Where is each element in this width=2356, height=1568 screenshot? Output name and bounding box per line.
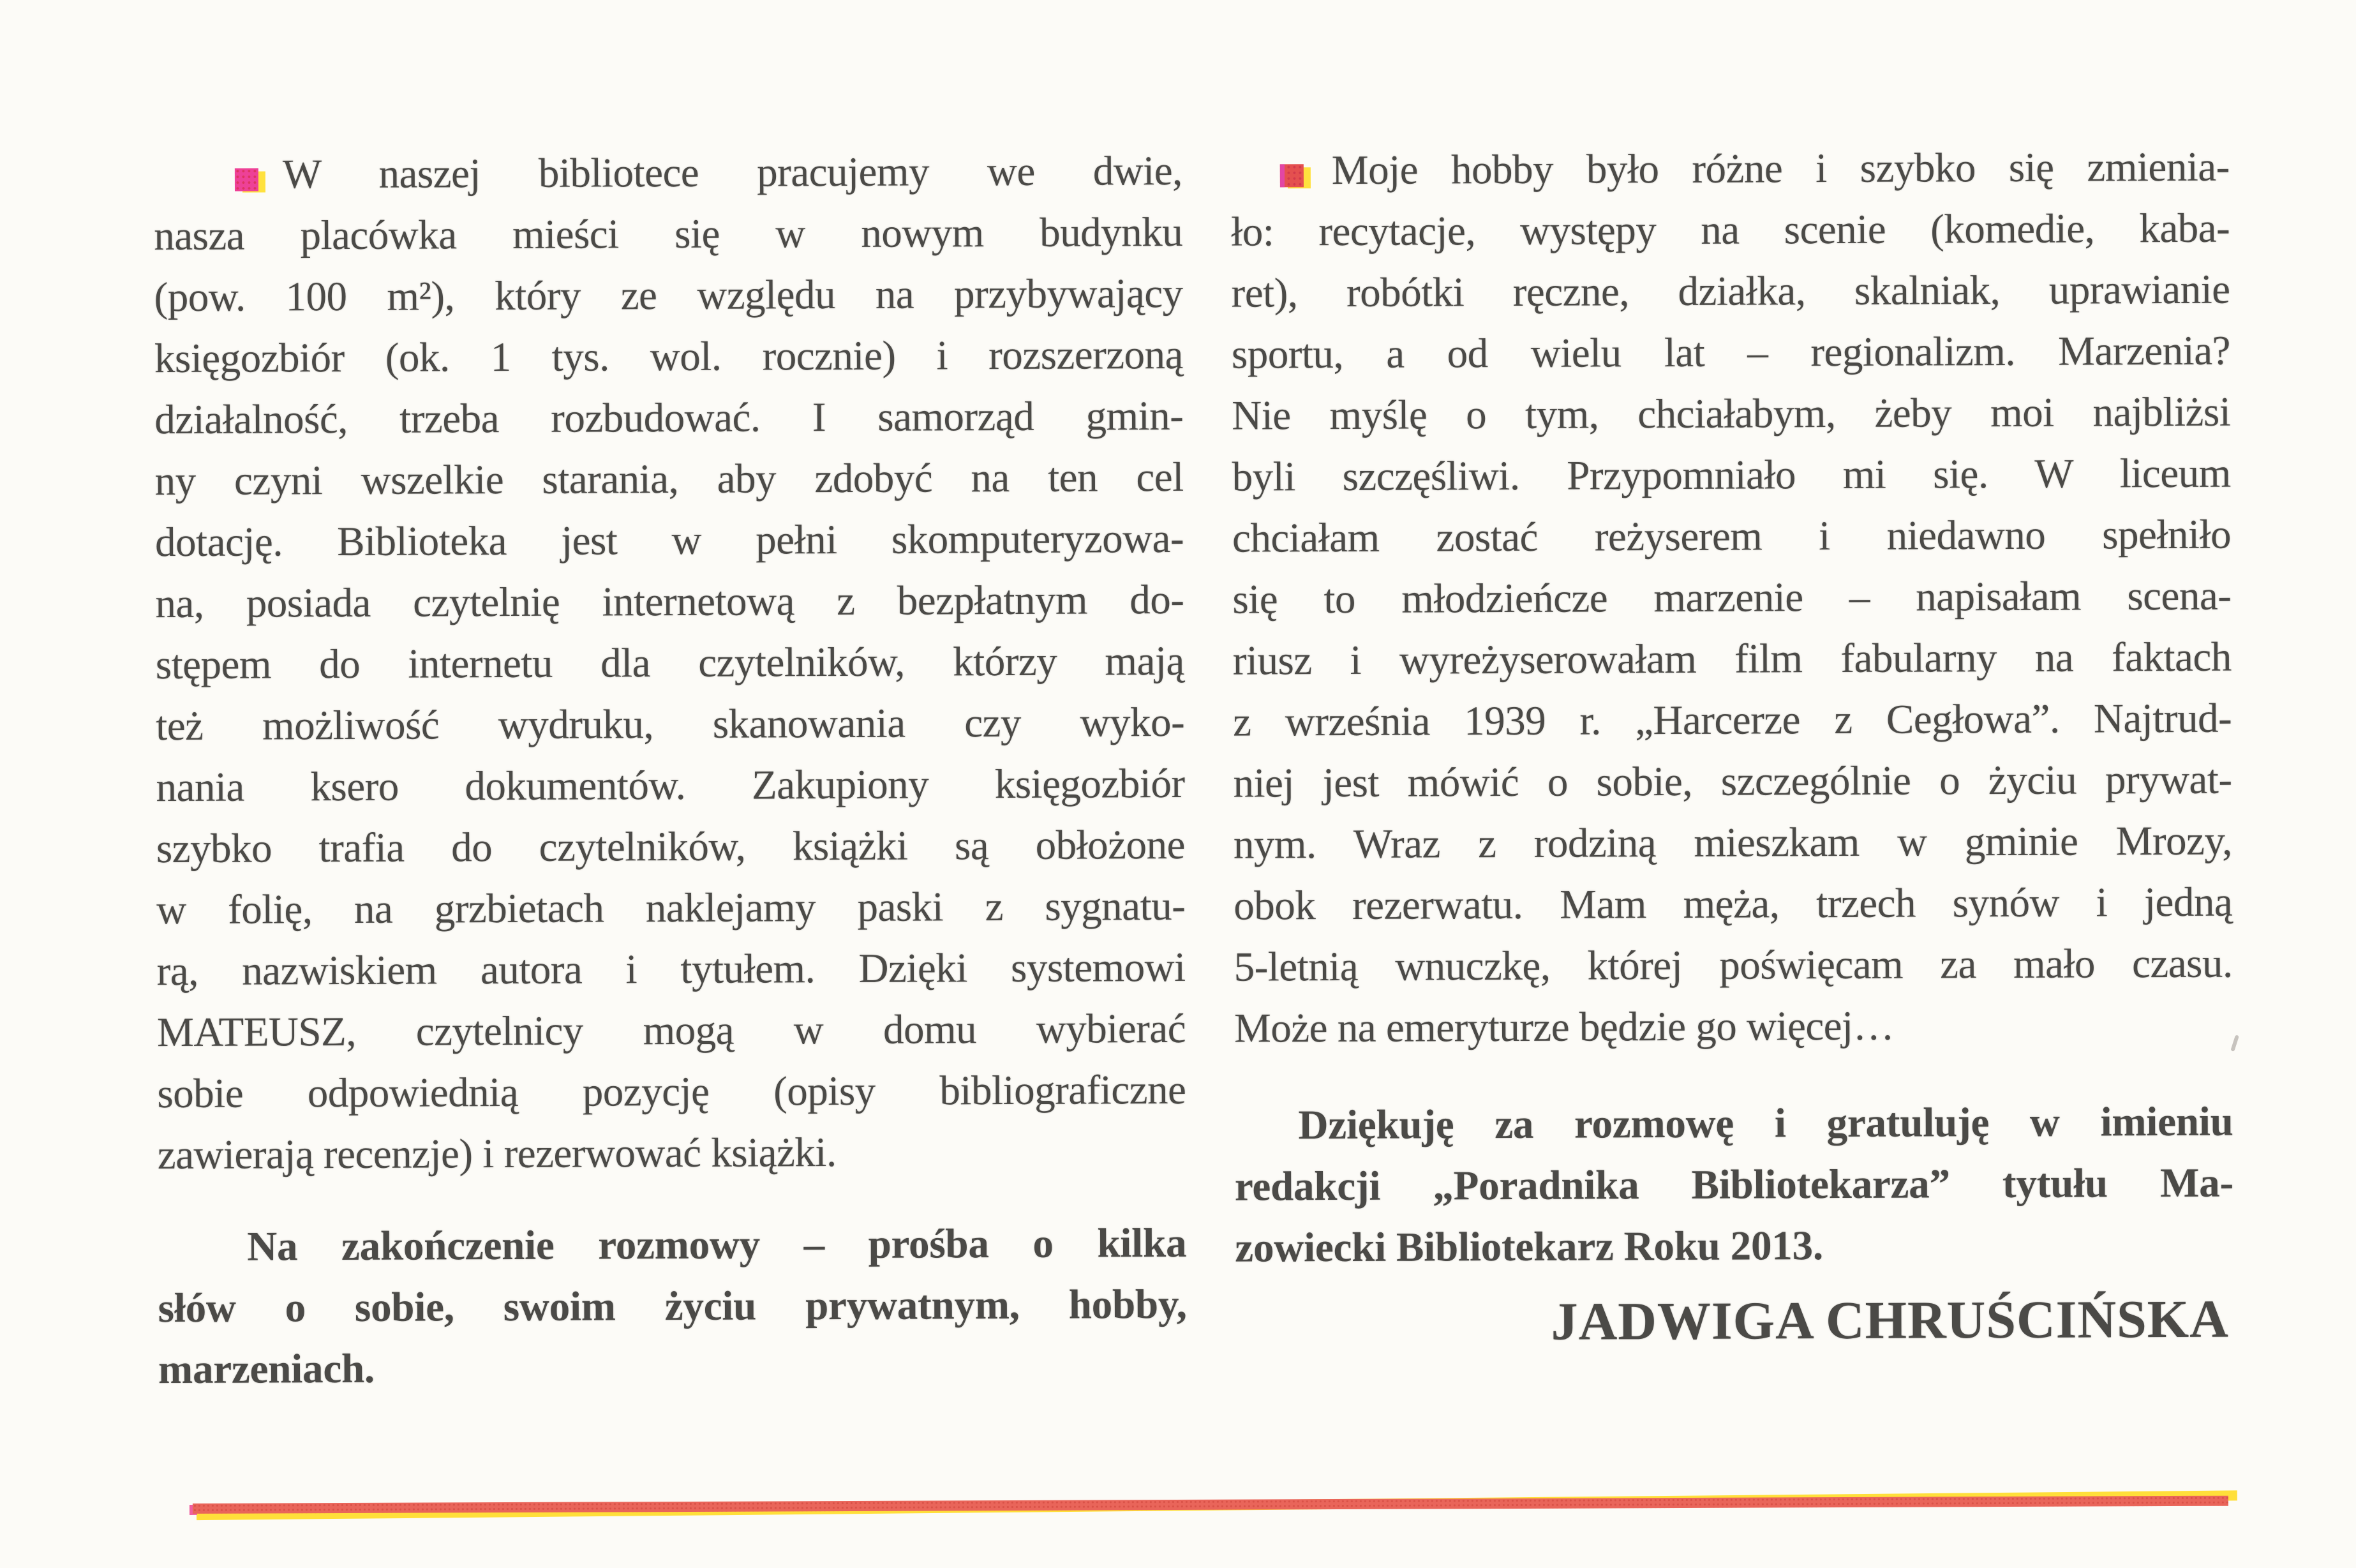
paragraph-first-line — [154, 140, 1182, 205]
text-line: byli szczęśliwi. Przypomniało mi się. W liceum — [1232, 450, 2231, 500]
text-line: sobie odpowiednią pozycję (opisy bibliograficzne — [157, 1066, 1186, 1117]
text-line: MATEUSZ, czytelnicy mogą w domu wybierać — [156, 1005, 1186, 1056]
text-line: ny czyni wszelkie starania, aby zdobyć na ten cel — [154, 454, 1184, 505]
text-line: chciałam zostać reżyserem i niedawno spełniło — [1232, 511, 2232, 562]
author-signature: JADWIGA CHRUŚCIŃSKA — [1551, 1289, 2229, 1352]
right-column — [1231, 137, 2234, 1354]
text-line: ło: recytacje, występy na scenie (komedie, kaba- — [1231, 205, 2230, 255]
text-line: nym. Wraz z rodziną mieszkam w gminie Mrozy, — [1233, 818, 2233, 868]
bottom-decorative-rule — [191, 1495, 2228, 1516]
text-line: też możliwość wydruku, skanowania czy wyko- — [156, 699, 1185, 750]
text-line: księgozbiór (ok. 1 tys. wol. rocznie) i rozszerzoną — [154, 331, 1184, 382]
text-line: rą, nazwiskiem autora i tytułem. Dzięki systemowi — [156, 944, 1186, 995]
text-line: stępem do internetu dla czytelników, którzy mają — [155, 638, 1184, 689]
text-line: nasza placówka mieści się w nowym budynku — [154, 209, 1183, 260]
text-line: 5-letnią wnuczkę, której poświęcam za mało czasu. — [1234, 940, 2233, 990]
text-line: Na zakończenie rozmowy – prośba o kilka — [247, 1220, 1187, 1270]
text-line: Dziękuję za rozmowę i gratuluję w imieniu — [1298, 1098, 2233, 1149]
text-line: obok rezerwatu. Mam męża, trzech synów i jedną — [1234, 879, 2233, 929]
text-line: szybko trafia do czytelników, książki są obłożone — [156, 821, 1186, 872]
text-line: (pow. 100 m²), który ze względu na przybywający — [154, 270, 1183, 321]
text-line: nania ksero dokumentów. Zakupiony księgozbiór — [156, 760, 1185, 811]
left-column — [154, 140, 1188, 1400]
text-line: W naszej bibliotece pracujemy we dwie, — [282, 147, 1182, 198]
text-line: zowiecki Bibliotekarz Roku 2013. — [1235, 1223, 1824, 1271]
bullet-pink-square — [235, 168, 258, 191]
paragraph-bullet-icon — [1280, 164, 1312, 190]
paragraph-bullet-icon — [235, 168, 267, 193]
bullet-red-square — [1280, 164, 1304, 187]
text-line: na, posiada czytelnię internetową z bezpłatnym do- — [155, 576, 1184, 627]
text-line: działalność, trzeba rozbudować. I samorząd gmin- — [154, 392, 1184, 444]
thanks-paragraph — [1234, 1091, 2233, 1279]
text-line: słów o sobie, swoim życiu prywatnym, hobby, — [158, 1281, 1187, 1332]
text-line: w folię, na grzbietach naklejamy paski z sygnatu- — [156, 883, 1186, 934]
text-line: ret), robótki ręczne, działka, skalniak, uprawianie — [1231, 266, 2230, 317]
text-line: sportu, a od wielu lat – regionalizm. Marzenia? — [1231, 327, 2231, 378]
text-line: dotację. Biblioteka jest w pełni skomputeryzowa- — [154, 515, 1184, 566]
text-line: redakcji „Poradnika Bibliotekarza” tytułu Ma- — [1234, 1160, 2234, 1210]
text-line: riusz i wyreżyserowałam film fabularny na faktach — [1232, 634, 2232, 684]
text-line: zawierają recenzje) i rezerwować książki. — [157, 1130, 837, 1179]
text-line: niej jest mówić o sobie, szczególnie o życiu prywat- — [1233, 756, 2232, 807]
text-line: się to młodzieńcze marzenie – napisałam scena- — [1232, 572, 2232, 623]
paragraph-first-line — [1231, 137, 2230, 202]
text-line: Moje hobby było różne i szybko się zmienia- — [1331, 144, 2230, 194]
text-line: Może na emeryturze będzie go więcej… — [1234, 1003, 1895, 1052]
text-line: marzeniach. — [158, 1345, 375, 1393]
text-line: z września 1939 r. „Harcerze z Cegłowa”. Najtrud- — [1233, 695, 2232, 745]
closing-question-paragraph — [158, 1213, 1187, 1400]
rule-red-bar — [193, 1496, 2228, 1514]
text-line: Nie myślę o tym, chciałabym, żeby moi najbliżsi — [1232, 389, 2231, 439]
